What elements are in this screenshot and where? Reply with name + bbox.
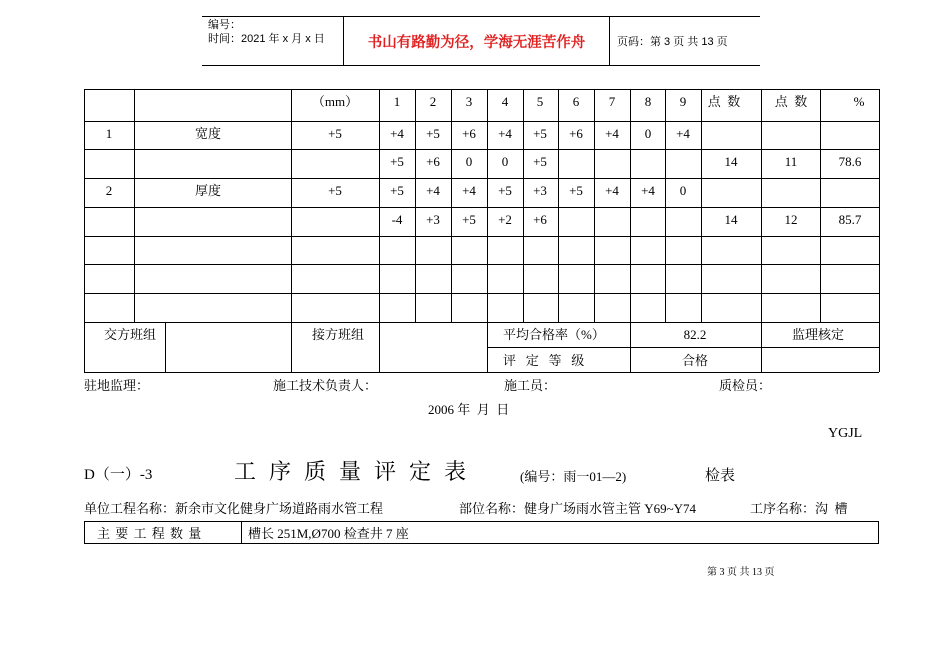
receiving-team-label: 接方班组: [312, 327, 365, 342]
table-header-cell: %: [853, 94, 865, 109]
table-cell: +4: [498, 126, 512, 141]
table-col-line: [665, 89, 666, 322]
site-supervisor-label: 驻地监理：: [84, 378, 150, 393]
avg-rate-value: 82.2: [683, 327, 707, 342]
table-cell: 85.7: [838, 212, 862, 227]
table-cell: +4: [462, 183, 476, 198]
table-cell: +4: [605, 126, 619, 141]
table-header-cell: 6: [572, 94, 580, 109]
constructor-label: 施工员：: [504, 378, 557, 393]
handover-team-label: 交方班组: [104, 327, 157, 342]
tech-lead-label: 施工技术负责人：: [273, 378, 378, 393]
table-cell: +6: [462, 126, 476, 141]
table-cell: +2: [498, 212, 512, 227]
table-row-line: [84, 264, 879, 265]
table-col-line: [165, 322, 166, 372]
table-col-line: [701, 89, 702, 322]
table-cell: 0: [644, 126, 652, 141]
table-header-cell: 点 数: [707, 94, 741, 109]
table-cell: +5: [328, 126, 342, 141]
table-header-cell: 2: [429, 94, 437, 109]
table-cell: +5: [390, 154, 404, 169]
table-cell: +5: [328, 183, 342, 198]
table-header-cell: 3: [465, 94, 473, 109]
table-col-line: [291, 322, 292, 372]
table-row-line: [84, 178, 879, 179]
header-meta: [202, 17, 344, 65]
table-cell: 1: [105, 126, 113, 141]
table-cell: 0: [679, 183, 687, 198]
form-number: (编号：雨一01—2): [520, 469, 627, 484]
table-cell: +5: [390, 183, 404, 198]
table-cell: 12: [784, 212, 798, 227]
header-motto: 书山有路勤为径，学海无涯苦作舟: [344, 17, 610, 65]
part-name: 部位名称：健身广场雨水管主管 Y69~Y74: [459, 501, 697, 516]
table-cell: 0: [465, 154, 473, 169]
table-header-cell: （mm）: [311, 94, 359, 109]
table-col-line: [134, 89, 135, 322]
table-col-line: [379, 89, 380, 322]
table-row-line: [487, 347, 879, 348]
table-cell: +3: [533, 183, 547, 198]
table-row-line: [84, 236, 879, 237]
table-col-line: [630, 89, 631, 322]
table-cell: 厚度: [194, 183, 222, 198]
table-row-line: [84, 372, 879, 373]
table-header-cell: 7: [608, 94, 616, 109]
table-header-cell: 点 数: [774, 94, 808, 109]
table-cell: 2: [105, 183, 113, 198]
table-cell: +5: [533, 154, 547, 169]
table-col-line: [415, 89, 416, 322]
table-cell: +6: [426, 154, 440, 169]
table-row-line: [84, 89, 879, 90]
table-cell: +4: [676, 126, 690, 141]
table-cell: 14: [724, 212, 738, 227]
table-col-line: [451, 89, 452, 322]
table-cell: +5: [533, 126, 547, 141]
table-col-line: [594, 89, 595, 322]
main-quantity-box: [84, 521, 879, 544]
unit-project-name: 单位工程名称：新余市文化健身广场道路雨水管工程: [84, 501, 384, 516]
table-cell: +5: [498, 183, 512, 198]
table-cell: +6: [569, 126, 583, 141]
table-header-cell: 1: [393, 94, 401, 109]
table-cell: 宽度: [194, 126, 222, 141]
table-cell: +5: [569, 183, 583, 198]
table-col-line: [84, 89, 85, 372]
grade-value: 合格: [681, 353, 709, 368]
table-header-cell: 4: [501, 94, 509, 109]
table-cell: +6: [533, 212, 547, 227]
form-id: D（一）-3: [84, 467, 153, 483]
table-header-cell: 5: [536, 94, 544, 109]
number-label: 编号：: [208, 19, 241, 31]
table-row-line: [84, 149, 879, 150]
table-cell: 11: [784, 154, 798, 169]
form-suffix: 检表: [705, 466, 736, 484]
form-title: 工序质量评定表: [234, 460, 480, 485]
table-cell: 14: [724, 154, 738, 169]
table-col-line: [879, 89, 880, 372]
table-header-cell: 9: [679, 94, 687, 109]
form-code: YGJL: [828, 426, 863, 441]
table-header-cell: 8: [644, 94, 652, 109]
main-quantity-label: 主 要 工 程 数 量: [97, 526, 203, 541]
inspector-label: 质检员：: [719, 378, 772, 393]
table-col-line: [761, 322, 762, 372]
date-text: 时间：2021 年 x 月 x 日: [208, 33, 325, 45]
table-col-line: [820, 89, 821, 322]
table-row-line: [84, 121, 879, 122]
supervision-check-label: 监理核定: [791, 327, 845, 342]
table-col-line: [761, 89, 762, 322]
table-col-line: [487, 89, 488, 322]
table-row-line: [84, 322, 879, 323]
main-quantity-value: 槽长 251M,Ø700 检查井 7 座: [248, 526, 409, 541]
grade-label: 评 定 等 级: [503, 353, 585, 368]
table-col-line: [558, 89, 559, 322]
table-col-line: [630, 322, 631, 372]
table-cell: +4: [390, 126, 404, 141]
footer-page-number: 第 3 页 共 13 页: [707, 567, 775, 578]
avg-rate-label: 平均合格率（%）: [503, 327, 605, 342]
sign-date: 2006 年 月 日: [428, 402, 510, 417]
table-col-line: [291, 89, 292, 322]
table-cell: 78.6: [838, 154, 862, 169]
page-header: [202, 16, 760, 66]
table-cell: +4: [426, 183, 440, 198]
table-row-line: [84, 293, 879, 294]
table-cell: 0: [501, 154, 509, 169]
table-cell: +4: [605, 183, 619, 198]
table-row-line: [84, 207, 879, 208]
table-cell: +3: [426, 212, 440, 227]
table-cell: -4: [391, 212, 403, 227]
process-name: 工序名称：沟 槽: [750, 501, 848, 516]
table-col-line: [523, 89, 524, 322]
table-col-line: [487, 322, 488, 372]
table-cell: +5: [426, 126, 440, 141]
table-cell: +5: [462, 212, 476, 227]
table-col-line: [379, 322, 380, 372]
quantity-divider: [241, 521, 242, 544]
table-cell: +4: [641, 183, 655, 198]
header-page-number: 页码：第 3 页 共 13 页: [617, 36, 728, 48]
